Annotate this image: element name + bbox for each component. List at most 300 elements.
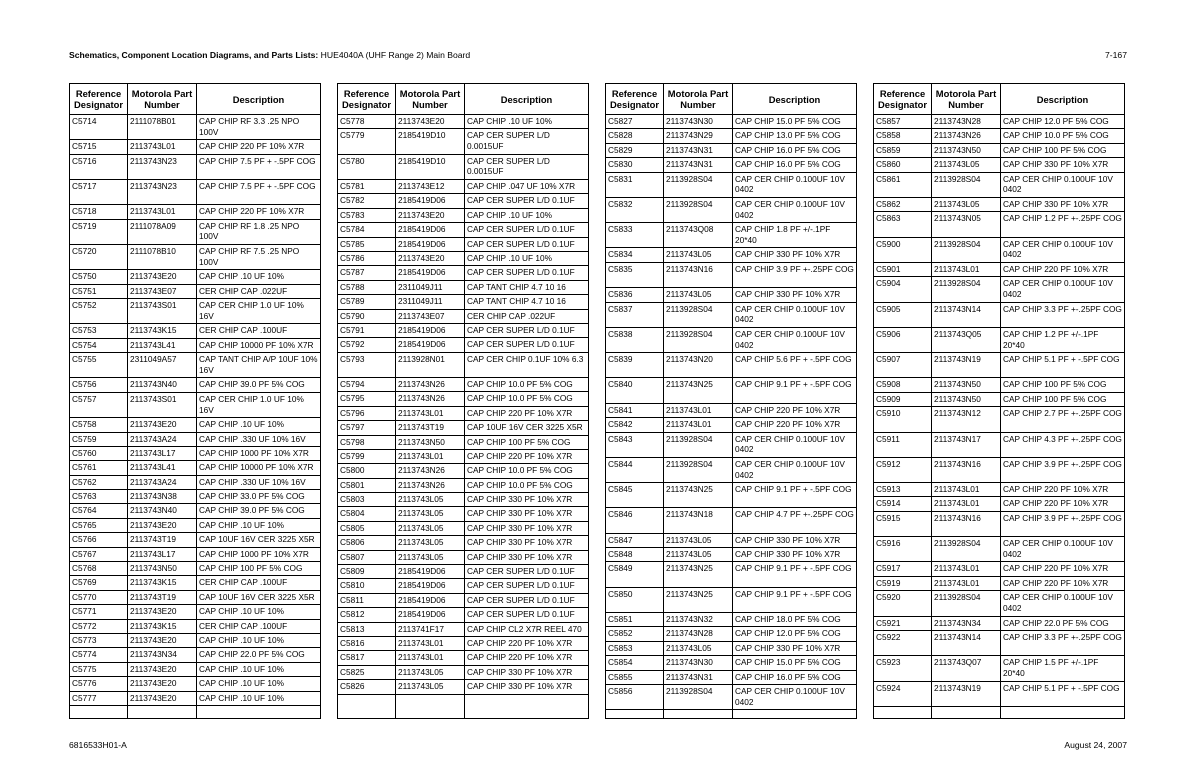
reference-designator: C5863 — [874, 212, 932, 237]
part-description: CAP CHIP 1.2 PF +/-.1PF 20*40 — [1001, 327, 1125, 352]
motorola-part-number: 2113743N16 — [932, 457, 1001, 482]
motorola-part-number: 2113743T19 — [128, 590, 197, 604]
part-description: CAP CHIP .10 UF 10% — [465, 208, 589, 222]
table-row — [70, 154, 321, 179]
part-description: CAP CHIP .10 UF 10% — [197, 633, 321, 647]
motorola-part-number: 2113743E07 — [128, 284, 197, 298]
reference-designator: C5827 — [606, 115, 664, 129]
table-row — [874, 616, 1125, 630]
table-row — [70, 691, 321, 705]
table-row — [606, 670, 857, 684]
motorola-part-number: 2113743N25 — [664, 587, 733, 612]
reference-designator: C5800 — [338, 464, 396, 478]
part-description: CAP CHIP 13.0 PF 5% COG — [733, 129, 857, 143]
part-description: CAP CHIP 330 PF 10% X7R — [465, 521, 589, 535]
reference-designator: C5805 — [338, 521, 396, 535]
reference-designator: C5799 — [338, 449, 396, 463]
motorola-part-number: 2113743L05 — [664, 548, 733, 562]
part-description: CAP CHIP 3.9 PF +-.25PF COG — [1001, 511, 1125, 536]
empty-cell — [396, 694, 465, 718]
table-row — [70, 533, 321, 547]
part-description: CAP CHIP RF 3.3 .25 NPO 100V — [197, 115, 321, 140]
motorola-part-number: 2113743L41 — [128, 338, 197, 352]
motorola-part-number: 2113743L01 — [396, 449, 465, 463]
reference-designator: C5753 — [70, 324, 128, 338]
reference-designator: C5844 — [606, 457, 664, 482]
motorola-part-number: 2113928S04 — [664, 457, 733, 482]
table-row — [874, 537, 1125, 562]
reference-designator: C5764 — [70, 504, 128, 518]
part-description: CAP CER SUPER L/D 0.1UF — [465, 338, 589, 352]
part-description: CAP CER CHIP 0.100UF 10V 0402 — [733, 457, 857, 482]
part-description: CAP TANT CHIP 4.7 10 16 — [465, 295, 589, 309]
motorola-part-number: 2113743E20 — [128, 662, 197, 676]
reference-designator: C5855 — [606, 670, 664, 684]
reference-designator: C5857 — [874, 115, 932, 129]
part-description: CAP CHIP 330 PF 10% X7R — [733, 548, 857, 562]
column-header-motorola-part-number: Motorola Part Number — [932, 84, 1001, 115]
table-row — [338, 421, 589, 435]
table-row — [606, 685, 857, 710]
table-row — [338, 237, 589, 251]
part-description: CAP CHIP .10 UF 10% — [197, 518, 321, 532]
reference-designator: C5806 — [338, 536, 396, 550]
part-description: CAP CER CHIP 0.100UF 10V 0402 — [1001, 537, 1125, 562]
part-description: CAP CHIP .10 UF 10% — [465, 115, 589, 129]
part-description: CAP CHIP 3.3 PF +-.25PF COG — [1001, 630, 1125, 655]
table-row — [874, 302, 1125, 327]
motorola-part-number: 2113743N50 — [396, 435, 465, 449]
empty-cell — [606, 710, 664, 719]
table-row — [606, 641, 857, 655]
reference-designator: C5756 — [70, 378, 128, 392]
table-row — [606, 172, 857, 197]
table-row — [606, 432, 857, 457]
motorola-part-number: 2113743L05 — [664, 641, 733, 655]
reference-designator: C5812 — [338, 608, 396, 622]
reference-designator: C5797 — [338, 421, 396, 435]
part-description: CAP CHIP 18.0 PF 5% COG — [733, 613, 857, 627]
part-description: CAP CHIP 330 PF 10% X7R — [465, 550, 589, 564]
table-row — [70, 590, 321, 604]
reference-designator: C5835 — [606, 262, 664, 287]
table-row — [874, 197, 1125, 211]
reference-designator: C5787 — [338, 266, 396, 280]
part-description: CAP CHIP .10 UF 10% — [197, 418, 321, 432]
motorola-part-number: 2113743N28 — [664, 627, 733, 641]
motorola-part-number: 2113743N26 — [396, 392, 465, 406]
motorola-part-number: 2113743L17 — [128, 446, 197, 460]
table-row — [338, 550, 589, 564]
reference-designator: C5859 — [874, 143, 932, 157]
motorola-part-number: 2113743N26 — [932, 129, 1001, 143]
part-description: CAP CHIP 220 PF 10% X7R — [733, 403, 857, 417]
page-number: 7-167 — [1105, 50, 1127, 60]
table-filler-row — [606, 710, 857, 719]
motorola-part-number: 2113743L01 — [128, 140, 197, 154]
reference-designator: C5751 — [70, 284, 128, 298]
table-row — [338, 565, 589, 579]
table-row — [70, 179, 321, 204]
table-row — [874, 143, 1125, 157]
table-row — [70, 475, 321, 489]
motorola-part-number: 2185419D06 — [396, 223, 465, 237]
motorola-part-number: 2113743N12 — [932, 407, 1001, 432]
part-description: CAP CER CHIP 0.100UF 10V 0402 — [733, 685, 857, 710]
part-description: CAP CER SUPER L/D 0.1UF — [465, 565, 589, 579]
reference-designator: C5784 — [338, 223, 396, 237]
reference-designator: C5792 — [338, 338, 396, 352]
reference-designator: C5813 — [338, 622, 396, 636]
reference-designator: C5782 — [338, 194, 396, 208]
motorola-part-number: 2113743L01 — [932, 262, 1001, 276]
part-description: CAP CHIP 3.3 PF +-.25PF COG — [1001, 302, 1125, 327]
motorola-part-number: 2113743N19 — [932, 681, 1001, 706]
reference-designator: C5770 — [70, 590, 128, 604]
motorola-part-number: 2185419D06 — [396, 608, 465, 622]
part-description: CAP CHIP .10 UF 10% — [197, 677, 321, 691]
table-row — [606, 197, 857, 222]
part-description: CAP CER CHIP 1.0 UF 10% 16V — [197, 299, 321, 324]
reference-designator: C5817 — [338, 651, 396, 665]
part-description: CAP CHIP 100 PF 5% COG — [1001, 378, 1125, 392]
table-row — [338, 593, 589, 607]
part-description: CAP CHIP 39.0 PF 5% COG — [197, 504, 321, 518]
reference-designator: C5913 — [874, 483, 932, 497]
reference-designator: C5769 — [70, 576, 128, 590]
part-description: CAP CER CHIP 0.100UF 10V 0402 — [1001, 277, 1125, 302]
motorola-part-number: 2113743N26 — [396, 377, 465, 391]
motorola-part-number: 2113743T19 — [396, 421, 465, 435]
reference-designator: C5852 — [606, 627, 664, 641]
reference-designator: C5923 — [874, 656, 932, 681]
reference-designator: C5759 — [70, 432, 128, 446]
reference-designator: C5847 — [606, 533, 664, 547]
motorola-part-number: 2113743E20 — [128, 518, 197, 532]
motorola-part-number: 2113743E20 — [396, 115, 465, 129]
table-row — [70, 662, 321, 676]
table-row — [70, 378, 321, 392]
table-row — [874, 656, 1125, 681]
part-description: CAP CHIP 100 PF 5% COG — [1001, 392, 1125, 406]
table-row — [874, 277, 1125, 302]
motorola-part-number: 2113743N29 — [664, 129, 733, 143]
table-row — [606, 562, 857, 587]
motorola-part-number: 2185419D06 — [396, 237, 465, 251]
reference-designator: C5783 — [338, 208, 396, 222]
motorola-part-number: 2113743K15 — [128, 576, 197, 590]
reference-designator: C5834 — [606, 248, 664, 262]
part-description: CAP CHIP 330 PF 10% X7R — [465, 507, 589, 521]
reference-designator: C5780 — [338, 154, 396, 179]
reference-designator: C5917 — [874, 562, 932, 576]
reference-designator: C5836 — [606, 288, 664, 302]
motorola-part-number: 2185419D06 — [396, 565, 465, 579]
reference-designator: C5856 — [606, 685, 664, 710]
table-row — [70, 244, 321, 269]
table-row — [874, 630, 1125, 655]
table-header-row — [606, 84, 857, 115]
reference-designator: C5826 — [338, 680, 396, 694]
table-row — [606, 129, 857, 143]
table-row — [606, 143, 857, 157]
motorola-part-number: 2113743N26 — [396, 464, 465, 478]
table-row — [606, 403, 857, 417]
part-description: CAP CHIP 16.0 PF 5% COG — [733, 143, 857, 157]
table-row — [874, 378, 1125, 392]
motorola-part-number: 2113743E20 — [396, 208, 465, 222]
reference-designator: C5816 — [338, 637, 396, 651]
part-description: CAP CHIP 7.5 PF + -.5PF COG — [197, 154, 321, 179]
table-row — [70, 392, 321, 417]
part-description: CAP CER CHIP 1.0 UF 10% 16V — [197, 392, 321, 417]
table-row — [70, 338, 321, 352]
reference-designator: C5909 — [874, 392, 932, 406]
table-row — [70, 270, 321, 284]
reference-designator: C5766 — [70, 533, 128, 547]
motorola-part-number: 2185419D06 — [396, 338, 465, 352]
reference-designator: C5841 — [606, 403, 664, 417]
motorola-part-number: 2113743L05 — [396, 521, 465, 535]
table-row — [70, 576, 321, 590]
page-header-title — [69, 50, 470, 60]
reference-designator: C5796 — [338, 406, 396, 420]
table-row — [70, 619, 321, 633]
part-description: CAP CHIP 220 PF 10% X7R — [197, 140, 321, 154]
reference-designator: C5768 — [70, 562, 128, 576]
table-row — [338, 622, 589, 636]
part-description: CAP CHIP 330 PF 10% X7R — [465, 536, 589, 550]
table-row — [874, 432, 1125, 457]
reference-designator: C5920 — [874, 591, 932, 616]
reference-designator: C5833 — [606, 223, 664, 248]
part-description: CAP CHIP 10.0 PF 5% COG — [465, 392, 589, 406]
reference-designator: C5777 — [70, 691, 128, 705]
table-row — [874, 129, 1125, 143]
motorola-part-number: 2113743Q08 — [664, 223, 733, 248]
part-description: CAP CHIP 220 PF 10% X7R — [733, 418, 857, 432]
reference-designator: C5810 — [338, 579, 396, 593]
motorola-part-number: 2113743L05 — [664, 533, 733, 547]
part-description: CAP CHIP 220 PF 10% X7R — [1001, 576, 1125, 590]
table-row — [606, 327, 857, 352]
reference-designator: C5772 — [70, 619, 128, 633]
reference-designator: C5804 — [338, 507, 396, 521]
motorola-part-number: 2311049A57 — [128, 353, 197, 378]
reference-designator: C5910 — [874, 407, 932, 432]
column-header-reference-designator: Reference Designator — [70, 84, 128, 115]
table-row — [338, 338, 589, 352]
empty-cell — [664, 710, 733, 719]
part-description: CAP CHIP 10.0 PF 5% COG — [465, 464, 589, 478]
part-description: CAP CHIP 9.1 PF + -.5PF COG — [733, 562, 857, 587]
reference-designator: C5775 — [70, 662, 128, 676]
part-description: CAP CHIP 220 PF 10% X7R — [1001, 262, 1125, 276]
motorola-part-number: 2113743A24 — [128, 475, 197, 489]
motorola-part-number: 2185419D06 — [396, 323, 465, 337]
table-row — [338, 651, 589, 665]
table-filler-row — [70, 705, 321, 718]
reference-designator: C5825 — [338, 665, 396, 679]
table-row — [606, 302, 857, 327]
part-description: CAP CHIP 5.1 PF + -.5PF COG — [1001, 353, 1125, 378]
part-description: CAP CHIP 330 PF 10% X7R — [733, 248, 857, 262]
motorola-part-number: 2113743E20 — [128, 677, 197, 691]
table-row — [338, 680, 589, 694]
table-row — [338, 323, 589, 337]
table-row — [70, 140, 321, 154]
part-description: CAP CER SUPER L/D 0.1UF — [465, 579, 589, 593]
motorola-part-number: 2113928S04 — [932, 277, 1001, 302]
reference-designator: C5761 — [70, 461, 128, 475]
table-row — [338, 309, 589, 323]
reference-designator: C5924 — [874, 681, 932, 706]
table-row — [606, 262, 857, 287]
table-row — [338, 464, 589, 478]
reference-designator: C5795 — [338, 392, 396, 406]
table-row — [338, 280, 589, 294]
motorola-part-number: 2311049J11 — [396, 280, 465, 294]
part-description: CAP CER SUPER L/D 0.1UF — [465, 223, 589, 237]
reference-designator: C5767 — [70, 547, 128, 561]
table-row — [70, 518, 321, 532]
table-row — [338, 223, 589, 237]
part-description: CAP TANT CHIP A/P 10UF 10% 16V — [197, 353, 321, 378]
motorola-part-number: 2113743K15 — [128, 324, 197, 338]
motorola-part-number: 2113743L05 — [396, 536, 465, 550]
reference-designator: C5908 — [874, 378, 932, 392]
part-description: CAP CHIP 2.7 PF +-.25PF COG — [1001, 407, 1125, 432]
motorola-part-number: 2113743N23 — [128, 179, 197, 204]
motorola-part-number: 2113743L05 — [932, 197, 1001, 211]
table-row — [70, 547, 321, 561]
table-row — [874, 591, 1125, 616]
motorola-part-number: 2113743N34 — [932, 616, 1001, 630]
part-description: CAP CHIP 100 PF 5% COG — [197, 562, 321, 576]
table-row — [874, 353, 1125, 378]
part-description: CAP CER SUPER L/D 0.1UF — [465, 593, 589, 607]
table-row — [70, 490, 321, 504]
empty-cell — [70, 705, 128, 718]
motorola-part-number: 2113743N50 — [932, 378, 1001, 392]
parts-table-2 — [337, 83, 589, 719]
motorola-part-number: 2113743N34 — [128, 648, 197, 662]
part-description: CAP CHIP 3.9 PF +-.25PF COG — [1001, 457, 1125, 482]
motorola-part-number: 2311049J11 — [396, 295, 465, 309]
header-title-rest: HUE4040A (UHF Range 2) Main Board — [318, 50, 471, 60]
part-description: CAP CHIP 330 PF 10% X7R — [465, 680, 589, 694]
reference-designator: C5755 — [70, 353, 128, 378]
motorola-part-number: 2113743L01 — [664, 418, 733, 432]
motorola-part-number: 2185419D06 — [396, 593, 465, 607]
motorola-part-number: 2185419D10 — [396, 129, 465, 154]
part-description: CAP CER CHIP 0.100UF 10V 0402 — [733, 302, 857, 327]
motorola-part-number: 2113743E20 — [128, 418, 197, 432]
table-row — [874, 172, 1125, 197]
reference-designator: C5829 — [606, 143, 664, 157]
motorola-part-number: 2113743N32 — [664, 613, 733, 627]
part-description: CAP CHIP 9.1 PF + -.5PF COG — [733, 587, 857, 612]
table-row — [606, 457, 857, 482]
table-row — [606, 288, 857, 302]
motorola-part-number: 2113743N25 — [664, 562, 733, 587]
column-header-motorola-part-number: Motorola Part Number — [128, 84, 197, 115]
empty-cell — [338, 694, 396, 718]
table-header-row — [338, 84, 589, 115]
part-description: CAP CHIP 22.0 PF 5% COG — [1001, 616, 1125, 630]
table-row — [70, 299, 321, 324]
empty-cell — [1001, 706, 1125, 718]
reference-designator: C5828 — [606, 129, 664, 143]
table-row — [338, 129, 589, 154]
reference-designator: C5752 — [70, 299, 128, 324]
table-row — [338, 115, 589, 129]
table-row — [606, 508, 857, 533]
table-row — [70, 446, 321, 460]
part-description: CAP CHIP .330 UF 10% 16V — [197, 475, 321, 489]
table-row — [606, 248, 857, 262]
table-row — [70, 432, 321, 446]
motorola-part-number: 2113743L05 — [932, 158, 1001, 172]
part-description: CER CHIP CAP .022UF — [197, 284, 321, 298]
part-description: CAP CER SUPER L/D 0.0015UF — [465, 154, 589, 179]
motorola-part-number: 2111078B10 — [128, 244, 197, 269]
motorola-part-number: 2113743E07 — [396, 309, 465, 323]
reference-designator: C5803 — [338, 493, 396, 507]
table-row — [874, 681, 1125, 706]
motorola-part-number: 2113743L01 — [664, 403, 733, 417]
part-description: CER CHIP CAP .022UF — [465, 309, 589, 323]
table-row — [338, 266, 589, 280]
reference-designator: C5809 — [338, 565, 396, 579]
reference-designator: C5750 — [70, 270, 128, 284]
motorola-part-number: 2185419D10 — [396, 154, 465, 179]
column-header-description: Description — [197, 84, 321, 115]
table-row — [338, 179, 589, 193]
part-description: CAP 10UF 16V CER 3225 X5R — [197, 533, 321, 547]
table-row — [606, 223, 857, 248]
part-description: CAP CHIP 1.8 PF +/-.1PF 20*40 — [733, 223, 857, 248]
reference-designator: C5832 — [606, 197, 664, 222]
table-row — [70, 205, 321, 219]
reference-designator: C5838 — [606, 327, 664, 352]
table-row — [338, 449, 589, 463]
part-description: CAP CHIP 330 PF 10% X7R — [733, 533, 857, 547]
motorola-part-number: 2185419D06 — [396, 194, 465, 208]
part-description: CAP CHIP 5.1 PF + -.5PF COG — [1001, 681, 1125, 706]
table-row — [70, 461, 321, 475]
part-description: CER CHIP CAP .100UF — [197, 576, 321, 590]
motorola-part-number: 2113743L05 — [664, 288, 733, 302]
motorola-part-number: 2185419D06 — [396, 266, 465, 280]
motorola-part-number: 2113928N01 — [396, 352, 465, 377]
part-description: CAP CHIP 220 PF 10% X7R — [465, 637, 589, 651]
column-header-reference-designator: Reference Designator — [338, 84, 396, 115]
motorola-part-number: 2113928S04 — [932, 237, 1001, 262]
motorola-part-number: 2113743E20 — [128, 270, 197, 284]
parts-table-4 — [873, 83, 1125, 719]
table-row — [338, 608, 589, 622]
reference-designator: C5846 — [606, 508, 664, 533]
motorola-part-number: 2113741F17 — [396, 622, 465, 636]
motorola-part-number: 2113743N38 — [128, 490, 197, 504]
reference-designator: C5785 — [338, 237, 396, 251]
table-row — [70, 324, 321, 338]
motorola-part-number: 2113743L05 — [396, 507, 465, 521]
table-row — [606, 656, 857, 670]
part-description: CAP CHIP 330 PF 10% X7R — [733, 288, 857, 302]
reference-designator: C5786 — [338, 251, 396, 265]
